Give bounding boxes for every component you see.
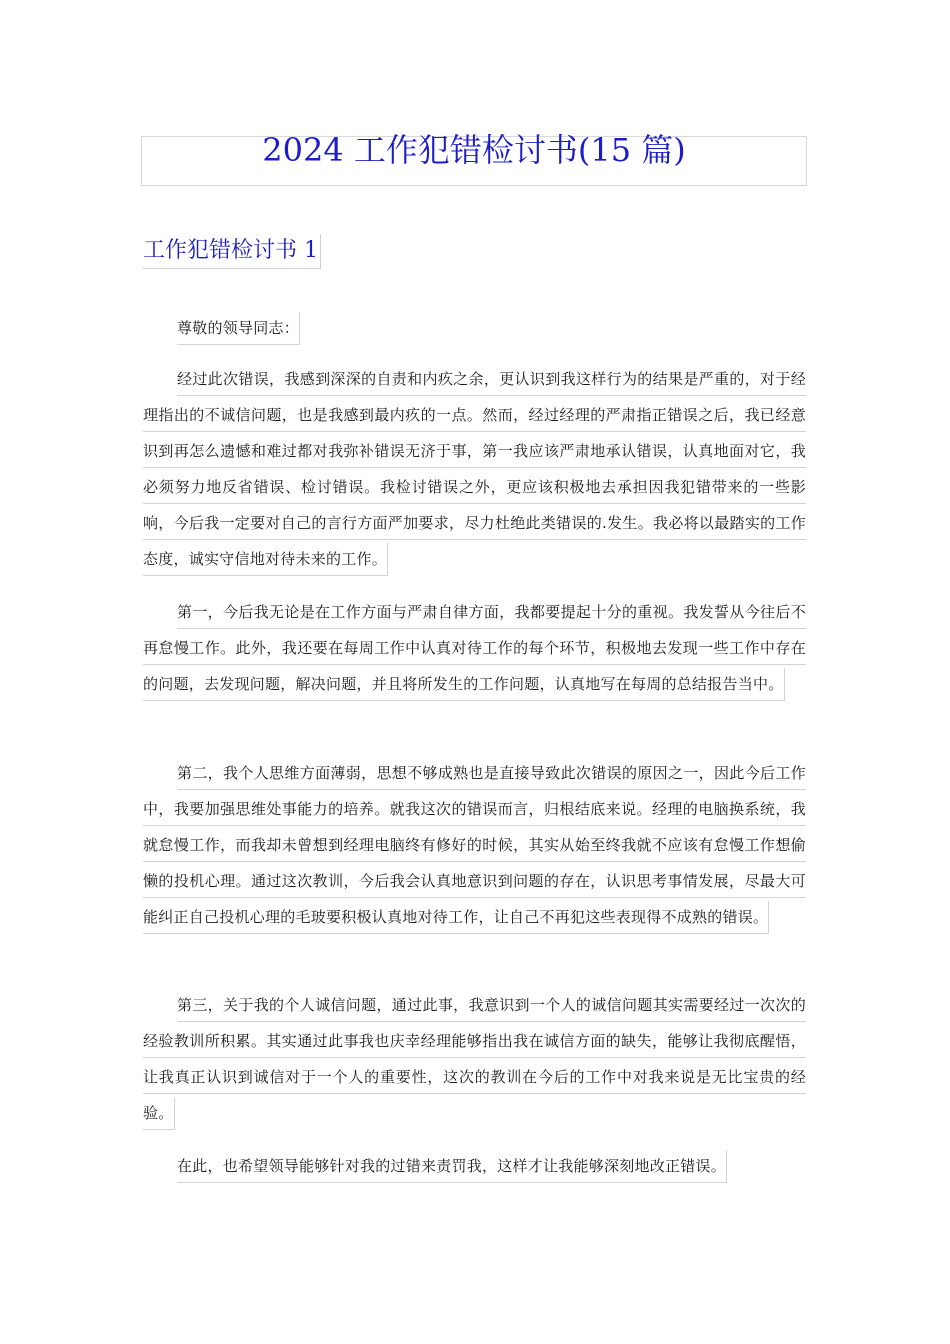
paragraph-text: 尊敬的领导同志： [177, 312, 300, 345]
document-title: 2024 工作犯错检讨书(15 篇) [262, 131, 686, 169]
section-heading: 工作犯错检讨书 1 [143, 234, 321, 269]
paragraph-text: 第二，我个人思维方面薄弱，思想不够成熟也是直接导致此次错误的原因之一，因此今后工作中，我要加强思维处事能力的培养。就我这次的错误而言，归根结底来说。经理的电脑换系统，我就怠慢工作，而我却未曾想到经理电脑终有修好的时候，其实从始至终我就不应该有怠慢工作想偷懒的投机心理。通过这次教训，今后我会认真地意识到问题的存在，认识思考事情发展，尽最大可能纠正自己投机心理的毛玻要积极认真地对待工作，让自己不再犯这些表现得不成熟的错误。 [143, 757, 806, 934]
paragraph-closing [143, 1148, 806, 1184]
paragraph-salutation [143, 310, 806, 346]
paragraph-text: 第一，今后我无论是在工作方面与严肃自律方面，我都要提起十分的重视。我发誓从今往后不再怠慢工作。此外，我还要在每周工作中认真对待工作的每个环节，积极地去发现一些工作中存在的问题，去发现问题，解决问题，并且将所发生的工作问题，认真地写在每周的总结报告当中。 [143, 596, 806, 701]
paragraph-text: 经过此次错误，我感到深深的自责和内疚之余，更认识到我这样行为的结果是严重的，对于经理指出的不诚信问题，也是我感到最内疚的一点。然而，经过经理的严肃指正错误之后，我已经意识到再怎么遗憾和难过都对我弥补错误无济于事，第一我应该严肃地承认错误，认真地面对它，我必须努力地反省错误、检讨错误。我检讨错误之外，更应该积极地去承担因我犯错带来的一些影响，今后我一定要对自己的言行方面严加要求，尽力杜绝此类错误的.发生。我必将以最踏实的工作态度，诚实守信地对待未来的工作。 [143, 363, 806, 576]
paragraph-text: 第三，关于我的个人诚信问题，通过此事，我意识到一个人的诚信问题其实需要经过一次次的经验教训所积累。其实通过此事我也庆幸经理能够指出我在诚信方面的缺失，能够让我彻底醒悟，让我真正认识到诚信对于一个人的重要性，这次的教训在今后的工作中对我来说是无比宝贵的经验。 [143, 989, 806, 1130]
paragraph-3 [143, 755, 806, 935]
paragraph-2 [143, 594, 806, 702]
paragraph-4 [143, 987, 806, 1131]
paragraph-1 [143, 361, 806, 577]
paragraph-text: 在此，也希望领导能够针对我的过错来责罚我，这样才让我能够深刻地改正错误。 [177, 1150, 727, 1183]
